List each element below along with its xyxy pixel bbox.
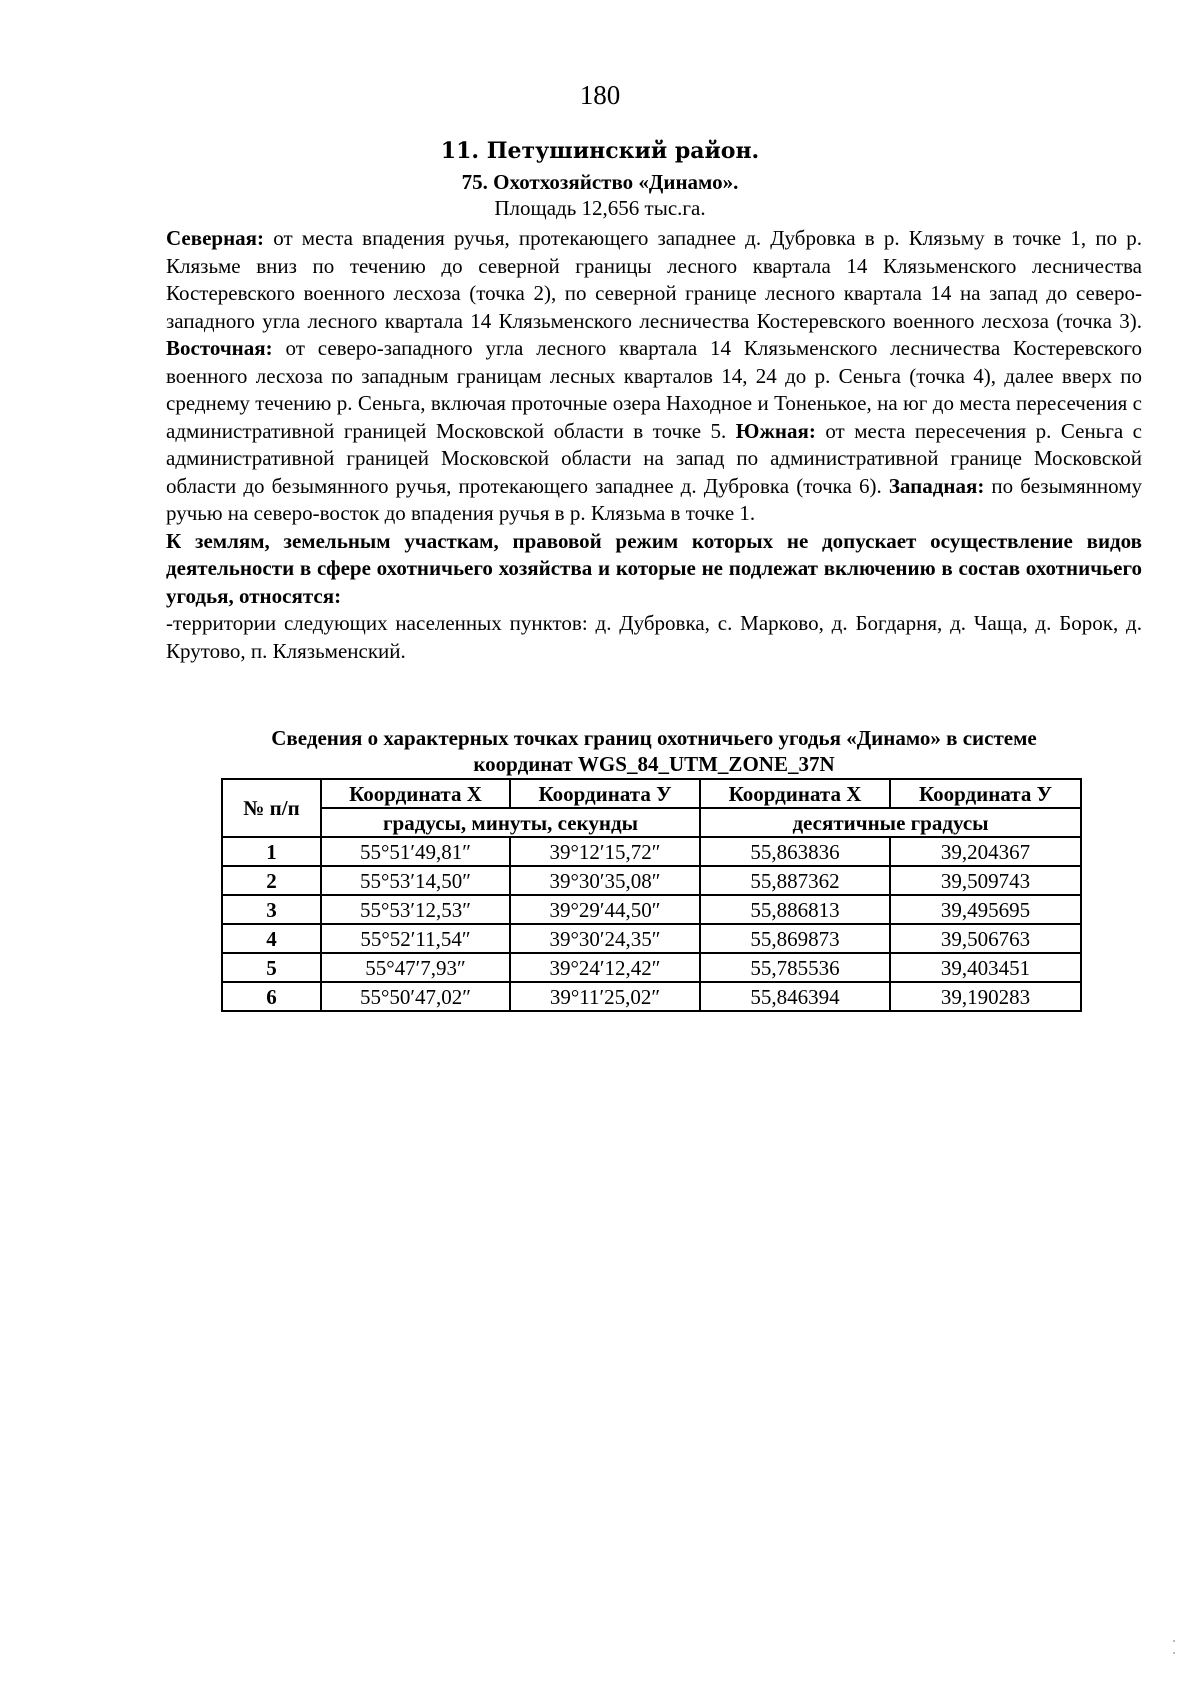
table-row — [222, 982, 1081, 1011]
cell-x-decimal: 55,887362 — [700, 866, 890, 895]
cell-y-decimal: 39,495695 — [890, 895, 1081, 924]
cell-y-decimal: 39,403451 — [890, 953, 1081, 982]
boundary-paragraph — [166, 225, 1142, 528]
south-boundary-text: от места пересечения р. Сеньга с административной границей Московской области на запад по административной границе Московской области до безымянного ручья, протекающего западнее д. Дубровка (точка 6). — [166, 418, 1142, 498]
cell-y-decimal: 39,204367 — [890, 837, 1081, 866]
cell-x-decimal: 55,869873 — [700, 924, 890, 953]
cell-x-dms: 55°52′11,54″ — [321, 924, 510, 953]
cell-x-decimal: 55,846394 — [700, 982, 890, 1011]
cell-y-dms: 39°29′44,50″ — [510, 895, 700, 924]
cell-y-dms: 39°30′35,08″ — [510, 866, 700, 895]
district-title: 11. Петушинский район. — [440, 138, 760, 164]
cell-y-dms: 39°24′12,42″ — [510, 953, 700, 982]
cell-x-dms: 55°51′49,81″ — [321, 837, 510, 866]
scan-artifact — [1173, 1652, 1175, 1654]
cell-x-decimal: 55,863836 — [700, 837, 890, 866]
header-coord-y-decimal: Координата У — [890, 779, 1081, 808]
cell-x-decimal: 55,886813 — [700, 895, 890, 924]
cell-number: 6 — [222, 982, 321, 1011]
header-number: № п/п — [222, 779, 321, 837]
area-line: Площадь 12,656 тыс.га. — [494, 196, 706, 220]
table-row — [222, 837, 1081, 866]
hunting-ground-title: 75. Охотхозяйство «Динамо». — [461, 170, 739, 194]
exclusions-text: -территории следующих населенных пунктов: д. Дубровка, с. Марково, д. Богдарня, д. Чаща, д. Борок, д. Крутово, п. Клязьменский. — [166, 611, 1142, 663]
header-decimal-units: десятичные градусы — [700, 808, 1081, 837]
table-row — [222, 924, 1081, 953]
header-coord-x-dms: Координата Х — [321, 779, 510, 808]
north-boundary-text: от места впадения ручья, протекающего западнее д. Дубровка в р. Клязьму в точке 1, по р. Клязьме вниз по течению до северной границы лесного квартала 14 Клязьменского лесничества Костеревского военного лесхоза (точка 2), по северной границе лесного квартала 14 на запад до северо-западного угла лесного квартала 14 Клязьменского лесничества Костеревского военного лесхоза (точка 3). — [166, 226, 1142, 333]
cell-y-dms: 39°11′25,02″ — [510, 982, 700, 1011]
cell-number: 3 — [222, 895, 321, 924]
cell-number: 1 — [222, 837, 321, 866]
boundary-description — [166, 225, 1142, 665]
cell-x-dms: 55°53′12,53″ — [321, 895, 510, 924]
table-caption — [166, 725, 1142, 777]
cell-x-dms: 55°50′47,02″ — [321, 982, 510, 1011]
table-row — [222, 866, 1081, 895]
cell-x-dms: 55°47′7,93″ — [321, 953, 510, 982]
cell-y-decimal: 39,506763 — [890, 924, 1081, 953]
cell-number: 4 — [222, 924, 321, 953]
header-coord-x-decimal: Координата Х — [700, 779, 890, 808]
header-coord-y-dms: Координата У — [510, 779, 700, 808]
exclusions-heading: К землям, земельным участкам, правовой режим которых не допускает осуществление видов деятельности в сфере охотничьего хозяйства и которые не подлежат включению в состав охотничьего угодья, относятся: — [166, 528, 1142, 608]
east-boundary-text: от северо-западного угла лесного квартала 14 Клязьменского лесничества Костеревского военного лесхоза по западным границам лесных кварталов 14, 24 до р. Сеньга (точка 4), далее вверх по среднему течению р. Сеньга, включая проточные озера Находное и Тоненькое, на юг до места пересечения с административной границей Московской области в точке 5. — [166, 336, 1142, 443]
table-caption-line: Сведения о характерных точках границ охотничьего угодья «Динамо» в системе — [271, 726, 1037, 750]
table-row — [222, 953, 1081, 982]
header-dms-units: градусы, минуты, секунды — [321, 808, 700, 837]
table-row — [222, 895, 1081, 924]
cell-y-decimal: 39,509743 — [890, 866, 1081, 895]
cell-y-decimal: 39,190283 — [890, 982, 1081, 1011]
north-boundary-label: Северная: — [166, 226, 265, 250]
coordinates-table — [221, 778, 1082, 1012]
cell-x-decimal: 55,785536 — [700, 953, 890, 982]
west-boundary-label: Западная: — [888, 473, 985, 498]
cell-number: 2 — [222, 866, 321, 895]
cell-y-dms: 39°30′24,35″ — [510, 924, 700, 953]
page-number: 180 — [579, 80, 621, 110]
west-boundary-text: по безымянному ручью на северо-восток до впадения ручья в р. Клязьма в точке 1. — [166, 473, 1142, 525]
east-boundary-label: Восточная: — [166, 336, 273, 360]
cell-number: 5 — [222, 953, 321, 982]
table-caption-line: координат WGS_84_UTM_ZONE_37N — [473, 752, 835, 776]
cell-x-dms: 55°53′14,50″ — [321, 866, 510, 895]
scan-artifact — [1173, 1640, 1175, 1642]
table-body — [222, 837, 1081, 1011]
south-boundary-label: Южная: — [735, 418, 816, 443]
cell-y-dms: 39°12′15,72″ — [510, 837, 700, 866]
